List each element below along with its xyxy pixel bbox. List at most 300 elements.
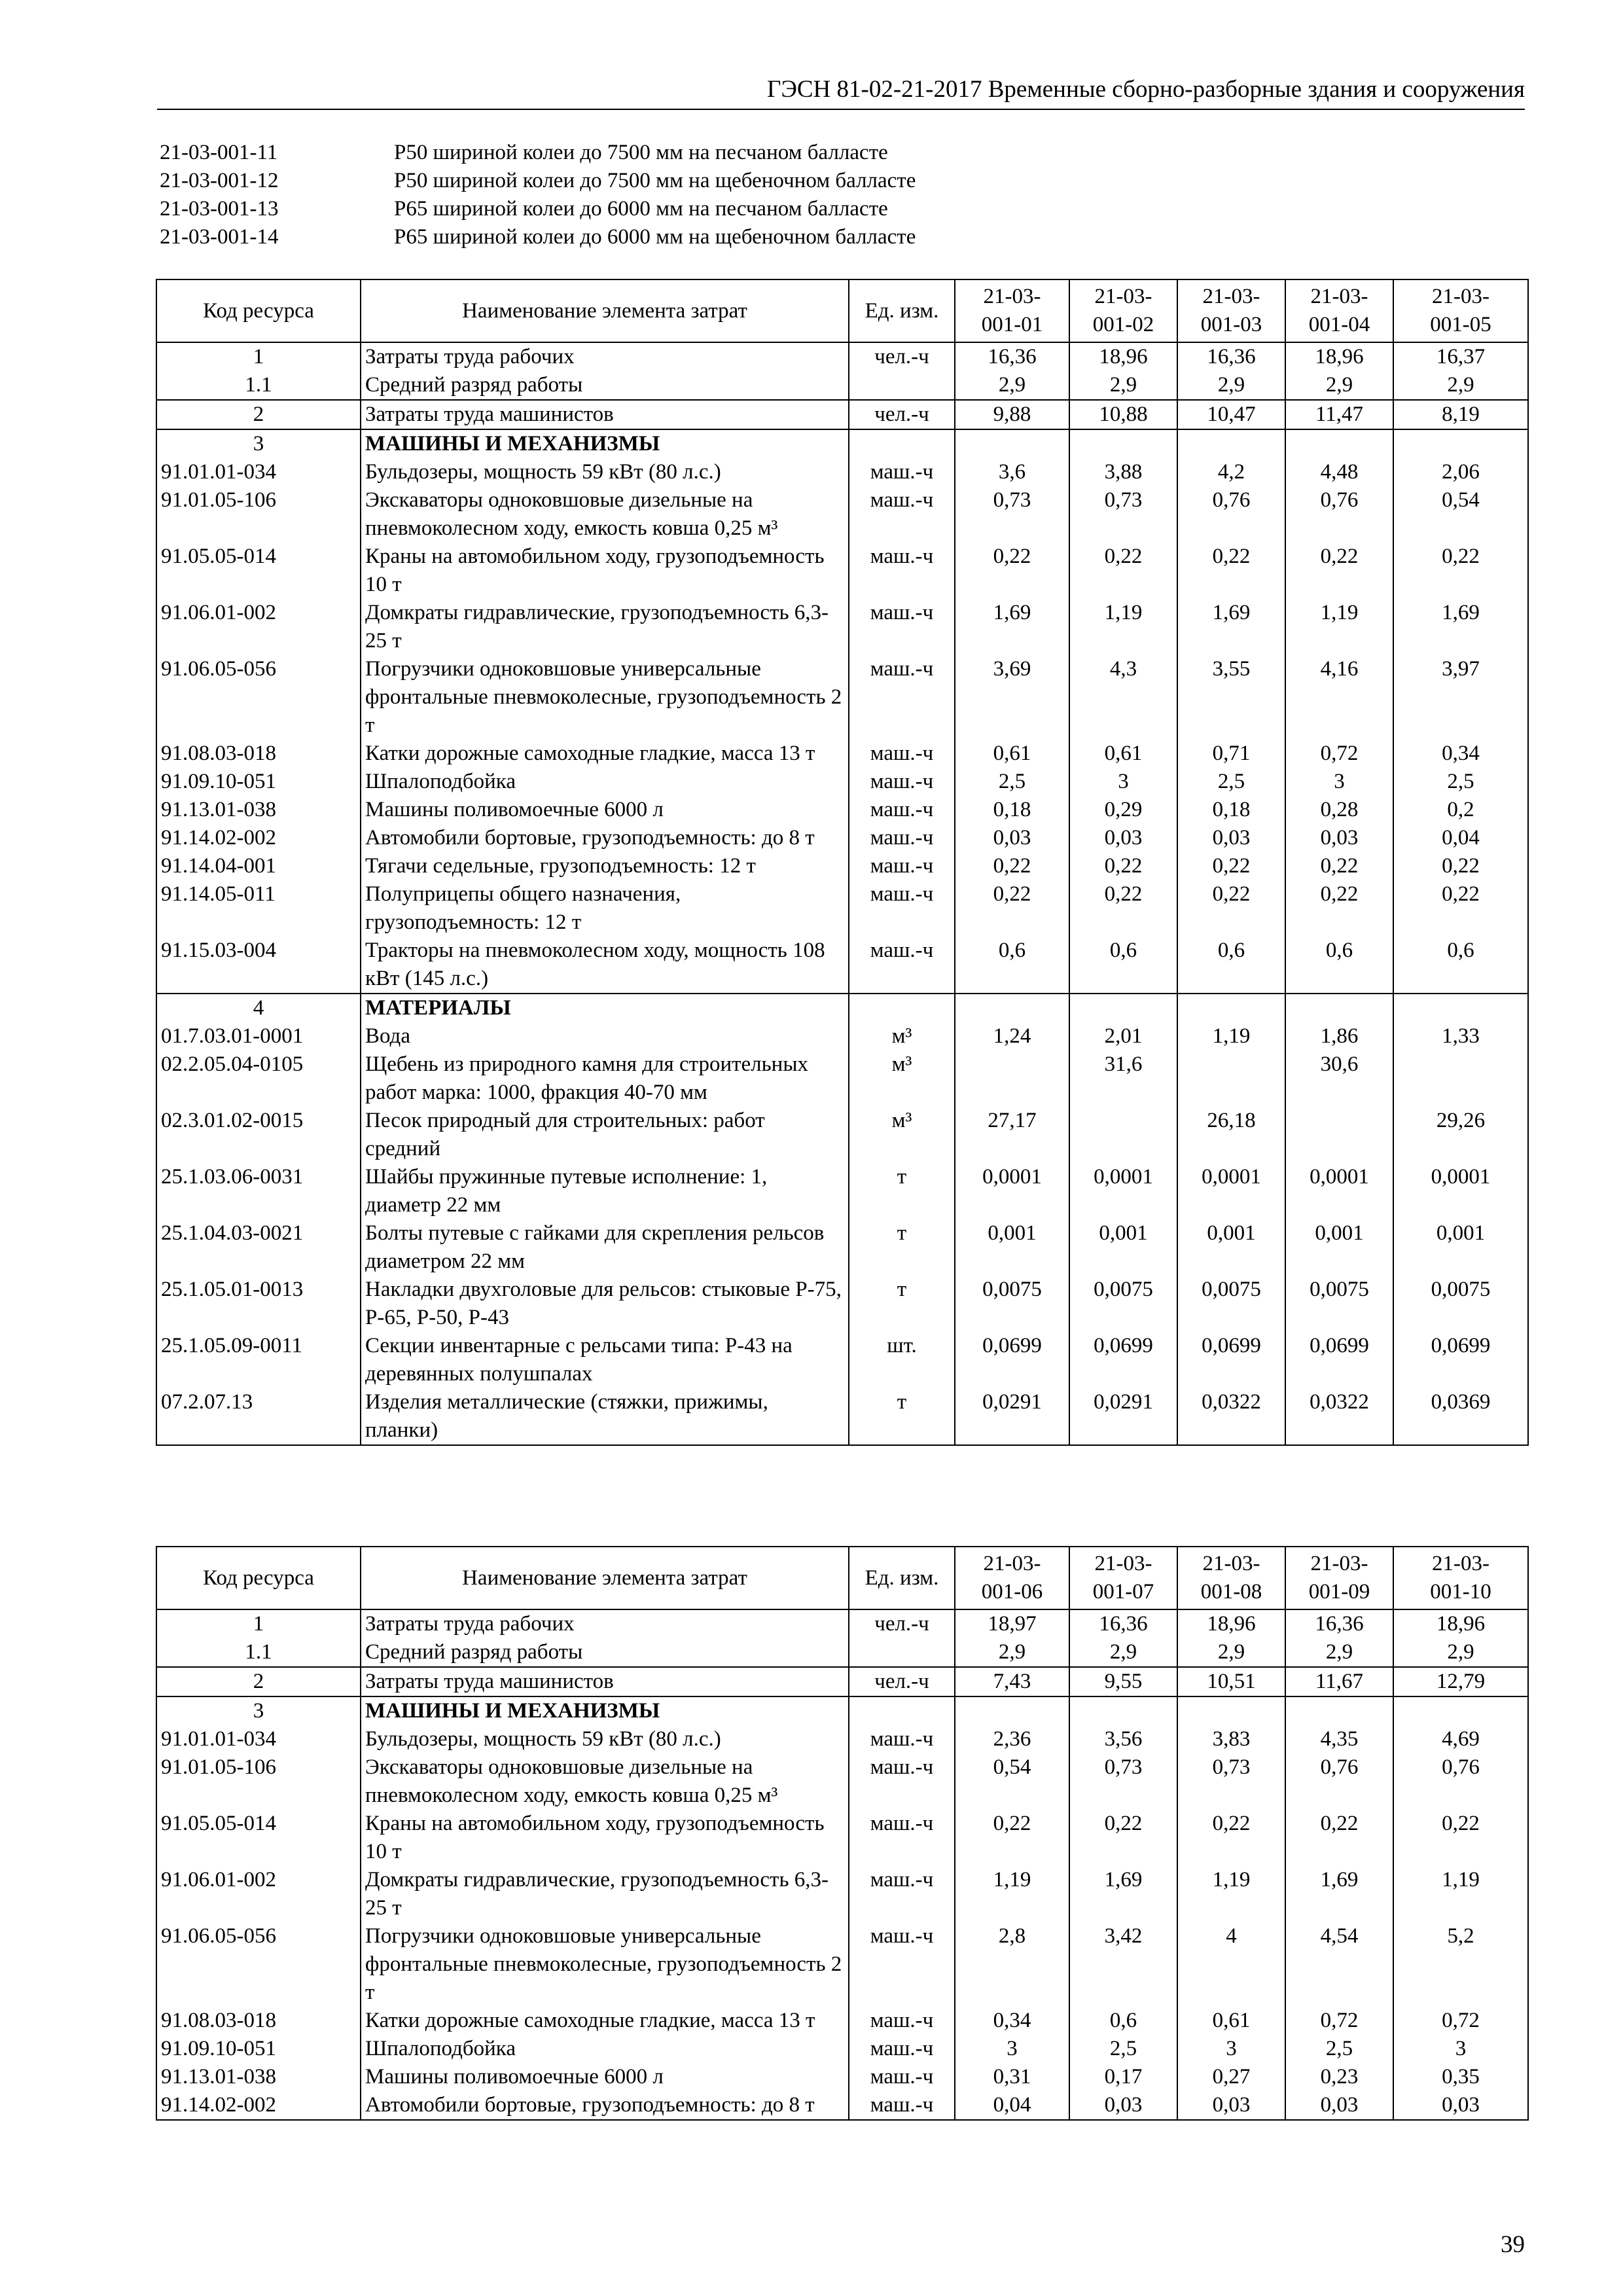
cell-unit: т xyxy=(849,1276,955,1332)
cell-value: 0,22 xyxy=(1285,852,1393,880)
cell-name: Автомобили бортовые, грузоподъемность: до 8 т xyxy=(361,824,849,852)
cell-code: 1.1 xyxy=(156,371,361,400)
cell-name: Затраты труда рабочих xyxy=(361,1609,849,1638)
cell-unit: маш.-ч xyxy=(849,1753,955,1810)
cell-value: 0,22 xyxy=(955,543,1069,599)
table-row xyxy=(156,2007,1528,2035)
cell-name: Машины поливомоечные 6000 л xyxy=(361,2063,849,2091)
cell-value: 0,54 xyxy=(955,1753,1069,1810)
cell-value: 4,35 xyxy=(1285,1725,1393,1753)
cell-value xyxy=(1069,994,1177,1022)
cell-name: Накладки двухголовые для рельсов: стыковые Р-75, Р-65, Р-50, Р-43 xyxy=(361,1276,849,1332)
cell-value: 10,47 xyxy=(1177,400,1285,429)
cell-value: 4 xyxy=(1177,1922,1285,2007)
cell-value: 0,23 xyxy=(1285,2063,1393,2091)
cell-value: 0,04 xyxy=(955,2091,1069,2120)
intro-code: 21-03-001-13 xyxy=(160,197,279,221)
cell-value: 1,19 xyxy=(1285,599,1393,655)
cell-value: 1,19 xyxy=(1393,1866,1528,1922)
cell-value xyxy=(955,1050,1069,1107)
cell-code: 91.08.03-018 xyxy=(156,740,361,768)
cell-value xyxy=(1285,1107,1393,1163)
cell-value: 0,0322 xyxy=(1177,1388,1285,1445)
cell-value: 18,96 xyxy=(1285,342,1393,371)
intro-code: 21-03-001-12 xyxy=(160,169,279,192)
cell-name: Песок природный для строительных: работ средний xyxy=(361,1107,849,1163)
cell-value: 18,96 xyxy=(1393,1609,1528,1638)
cell-value: 0,29 xyxy=(1069,796,1177,824)
cell-unit: маш.-ч xyxy=(849,1810,955,1866)
cell-value: 0,001 xyxy=(1069,1219,1177,1276)
cell-unit: чел.-ч xyxy=(849,1667,955,1696)
cell-value: 31,6 xyxy=(1069,1050,1177,1107)
cell-value: 0,72 xyxy=(1285,740,1393,768)
cell-value: 2,5 xyxy=(1177,768,1285,796)
cell-code: 91.09.10-051 xyxy=(156,768,361,796)
cell-code: 91.13.01-038 xyxy=(156,796,361,824)
cell-value: 2,5 xyxy=(1069,2035,1177,2063)
cell-value: 0,0699 xyxy=(1285,1332,1393,1388)
header-code: Код ресурса xyxy=(156,1547,361,1609)
cell-value: 1,69 xyxy=(1069,1866,1177,1922)
cell-value: 2,36 xyxy=(955,1725,1069,1753)
cell-value: 2,06 xyxy=(1393,458,1528,486)
intro-code: 21-03-001-14 xyxy=(160,225,279,249)
cell-code: 91.06.01-002 xyxy=(156,1866,361,1922)
cell-value: 0,001 xyxy=(955,1219,1069,1276)
cell-name: Погрузчики одноковшовые универсальные фронтальные пневмоколесные, грузоподъемность 2 т xyxy=(361,1922,849,2007)
cell-value xyxy=(1285,1696,1393,1725)
cell-code: 1.1 xyxy=(156,1638,361,1667)
cell-name: Шпалоподбойка xyxy=(361,2035,849,2063)
cell-value: 7,43 xyxy=(955,1667,1069,1696)
cell-value: 0,03 xyxy=(1393,2091,1528,2120)
resource-table-1 xyxy=(156,279,1529,1446)
cell-unit xyxy=(849,994,955,1022)
cell-value: 0,22 xyxy=(1069,880,1177,937)
cell-name: Шпалоподбойка xyxy=(361,768,849,796)
table-row xyxy=(156,1922,1528,2007)
cell-code: 91.05.05-014 xyxy=(156,1810,361,1866)
cell-value: 0,22 xyxy=(1069,543,1177,599)
cell-value: 1,19 xyxy=(1069,599,1177,655)
intro-list xyxy=(160,139,916,251)
header-name: Наименование элемента затрат xyxy=(361,279,849,342)
cell-value: 1,33 xyxy=(1393,1022,1528,1050)
cell-code: 91.15.03-004 xyxy=(156,937,361,994)
cell-value: 0,73 xyxy=(955,486,1069,543)
header-rate-code: 21-03- 001-05 xyxy=(1393,279,1528,342)
cell-name: Тягачи седельные, грузоподъемность: 12 т xyxy=(361,852,849,880)
cell-value: 0,72 xyxy=(1285,2007,1393,2035)
cell-name: Экскаваторы одноковшовые дизельные на пневмоколесном ходу, емкость ковша 0,25 м³ xyxy=(361,486,849,543)
cell-code: 91.14.02-002 xyxy=(156,2091,361,2120)
cell-value: 0,0001 xyxy=(955,1163,1069,1219)
cell-value: 16,36 xyxy=(1285,1609,1393,1638)
table-row xyxy=(156,994,1528,1022)
cell-value: 0,61 xyxy=(1069,740,1177,768)
cell-value: 0,0699 xyxy=(1177,1332,1285,1388)
cell-unit: м³ xyxy=(849,1107,955,1163)
cell-name: Затраты труда рабочих xyxy=(361,342,849,371)
table-row xyxy=(156,486,1528,543)
cell-unit: маш.-ч xyxy=(849,2035,955,2063)
cell-value: 0,73 xyxy=(1177,1753,1285,1810)
cell-name: МАШИНЫ И МЕХАНИЗМЫ xyxy=(361,1696,849,1725)
cell-code: 91.01.01-034 xyxy=(156,458,361,486)
cell-value: 0,22 xyxy=(955,1810,1069,1866)
cell-value: 0,18 xyxy=(1177,796,1285,824)
table-row xyxy=(156,1050,1528,1107)
cell-value: 0,04 xyxy=(1393,824,1528,852)
cell-name: Секции инвентарные с рельсами типа: Р-43 на деревянных полушпалах xyxy=(361,1332,849,1388)
cell-code: 91.13.01-038 xyxy=(156,2063,361,2091)
cell-value: 0,76 xyxy=(1285,1753,1393,1810)
cell-value xyxy=(1177,994,1285,1022)
cell-value xyxy=(1177,429,1285,458)
cell-unit: маш.-ч xyxy=(849,1922,955,2007)
cell-value: 2,9 xyxy=(1285,1638,1393,1667)
cell-name: МАШИНЫ И МЕХАНИЗМЫ xyxy=(361,429,849,458)
cell-value: 3,42 xyxy=(1069,1922,1177,2007)
table-row xyxy=(156,458,1528,486)
table-row xyxy=(156,1022,1528,1050)
cell-value xyxy=(1393,429,1528,458)
intro-item xyxy=(160,139,916,167)
cell-code: 91.14.04-001 xyxy=(156,852,361,880)
cell-value: 1,69 xyxy=(1177,599,1285,655)
cell-value: 4,2 xyxy=(1177,458,1285,486)
header-rate-code: 21-03- 001-03 xyxy=(1177,279,1285,342)
cell-name: Затраты труда машинистов xyxy=(361,400,849,429)
cell-unit: чел.-ч xyxy=(849,342,955,371)
cell-value: 3 xyxy=(1285,768,1393,796)
cell-value: 0,72 xyxy=(1393,2007,1528,2035)
cell-value: 0,03 xyxy=(1069,2091,1177,2120)
header-rate-code: 21-03- 001-09 xyxy=(1285,1547,1393,1609)
cell-name: Средний разряд работы xyxy=(361,371,849,400)
table-row xyxy=(156,1219,1528,1276)
cell-value: 0,0001 xyxy=(1069,1163,1177,1219)
intro-text: Р65 шириной колеи до 6000 мм на песчаном балласте xyxy=(394,197,888,221)
table-row xyxy=(156,1667,1528,1696)
cell-unit: маш.-ч xyxy=(849,1866,955,1922)
table-row xyxy=(156,1638,1528,1667)
cell-value: 2,9 xyxy=(1177,371,1285,400)
table-row xyxy=(156,796,1528,824)
cell-value: 2,01 xyxy=(1069,1022,1177,1050)
cell-value: 1,69 xyxy=(1285,1866,1393,1922)
cell-name: Щебень из природного камня для строительных работ марка: 1000, фракция 40-70 мм xyxy=(361,1050,849,1107)
cell-code: 02.3.01.02-0015 xyxy=(156,1107,361,1163)
cell-name: Полуприцепы общего назначения, грузоподъемность: 12 т xyxy=(361,880,849,937)
cell-value: 16,36 xyxy=(1177,342,1285,371)
cell-code: 1 xyxy=(156,342,361,371)
intro-item xyxy=(160,167,916,195)
cell-value: 5,2 xyxy=(1393,1922,1528,2007)
cell-unit xyxy=(849,1696,955,1725)
header-rate-code: 21-03- 001-02 xyxy=(1069,279,1177,342)
cell-code: 4 xyxy=(156,994,361,1022)
cell-unit: маш.-ч xyxy=(849,740,955,768)
table-row xyxy=(156,342,1528,371)
cell-value: 0,22 xyxy=(1177,852,1285,880)
cell-value: 0,001 xyxy=(1177,1219,1285,1276)
cell-name: Экскаваторы одноковшовые дизельные на пневмоколесном ходу, емкость ковша 0,25 м³ xyxy=(361,1753,849,1810)
intro-text: Р50 шириной колеи до 7500 мм на песчаном балласте xyxy=(394,141,888,164)
header-unit: Ед. изм. xyxy=(849,279,955,342)
cell-value: 0,22 xyxy=(955,880,1069,937)
cell-value: 0,6 xyxy=(1069,2007,1177,2035)
cell-code: 91.01.05-106 xyxy=(156,486,361,543)
cell-value: 1,69 xyxy=(1393,599,1528,655)
cell-code: 25.1.05.09-0011 xyxy=(156,1332,361,1388)
cell-unit: маш.-ч xyxy=(849,852,955,880)
cell-code: 91.05.05-014 xyxy=(156,543,361,599)
cell-value: 0,34 xyxy=(1393,740,1528,768)
cell-value: 0,2 xyxy=(1393,796,1528,824)
cell-unit: маш.-ч xyxy=(849,486,955,543)
cell-code: 3 xyxy=(156,429,361,458)
cell-unit xyxy=(849,1638,955,1667)
cell-value xyxy=(955,429,1069,458)
table-row xyxy=(156,1725,1528,1753)
intro-item xyxy=(160,223,916,251)
header-rate-code: 21-03- 001-08 xyxy=(1177,1547,1285,1609)
cell-value: 0,03 xyxy=(1177,2091,1285,2120)
cell-code: 91.09.10-051 xyxy=(156,2035,361,2063)
cell-value: 0,22 xyxy=(955,852,1069,880)
cell-value: 0,76 xyxy=(1285,486,1393,543)
cell-value: 0,001 xyxy=(1285,1219,1393,1276)
cell-value: 0,0699 xyxy=(955,1332,1069,1388)
cell-value: 3 xyxy=(1177,2035,1285,2063)
cell-value: 16,36 xyxy=(955,342,1069,371)
cell-value: 0,0075 xyxy=(1177,1276,1285,1332)
cell-name: Тракторы на пневмоколесном ходу, мощность 108 кВт (145 л.с.) xyxy=(361,937,849,994)
table-row xyxy=(156,1696,1528,1725)
cell-value: 0,6 xyxy=(1393,937,1528,994)
header-rate-code: 21-03- 001-06 xyxy=(955,1547,1069,1609)
cell-value: 12,79 xyxy=(1393,1667,1528,1696)
cell-unit: маш.-ч xyxy=(849,1725,955,1753)
intro-item xyxy=(160,195,916,223)
cell-code: 91.14.05-011 xyxy=(156,880,361,937)
header-rate-code: 21-03- 001-10 xyxy=(1393,1547,1528,1609)
cell-value: 0,0699 xyxy=(1393,1332,1528,1388)
cell-value: 1,24 xyxy=(955,1022,1069,1050)
cell-code: 25.1.05.01-0013 xyxy=(156,1276,361,1332)
cell-value: 2,8 xyxy=(955,1922,1069,2007)
table-row xyxy=(156,1810,1528,1866)
cell-value: 0,0322 xyxy=(1285,1388,1393,1445)
table-header-row xyxy=(156,279,1528,342)
cell-value: 4,16 xyxy=(1285,655,1393,740)
cell-value: 2,5 xyxy=(955,768,1069,796)
cell-unit: маш.-ч xyxy=(849,768,955,796)
cell-name: МАТЕРИАЛЫ xyxy=(361,994,849,1022)
cell-value: 0,6 xyxy=(1069,937,1177,994)
cell-value: 9,55 xyxy=(1069,1667,1177,1696)
table-row xyxy=(156,1388,1528,1445)
cell-unit: маш.-ч xyxy=(849,880,955,937)
cell-value: 0,03 xyxy=(1285,2091,1393,2120)
table-row xyxy=(156,768,1528,796)
cell-code: 91.06.05-056 xyxy=(156,655,361,740)
cell-value: 0,0001 xyxy=(1177,1163,1285,1219)
cell-value: 0,6 xyxy=(955,937,1069,994)
cell-unit: маш.-ч xyxy=(849,458,955,486)
cell-code: 07.2.07.13 xyxy=(156,1388,361,1445)
cell-name: Домкраты гидравлические, грузоподъемность 6,3-25 т xyxy=(361,1866,849,1922)
header-unit: Ед. изм. xyxy=(849,1547,955,1609)
header-rate-code: 21-03- 001-04 xyxy=(1285,279,1393,342)
cell-value: 0,34 xyxy=(955,2007,1069,2035)
cell-value: 10,88 xyxy=(1069,400,1177,429)
table-row xyxy=(156,2063,1528,2091)
cell-value: 2,5 xyxy=(1285,2035,1393,2063)
cell-code: 1 xyxy=(156,1609,361,1638)
cell-value: 0,22 xyxy=(1177,1810,1285,1866)
cell-value: 0,35 xyxy=(1393,2063,1528,2091)
cell-code: 02.2.05.04-0105 xyxy=(156,1050,361,1107)
cell-unit: маш.-ч xyxy=(849,796,955,824)
cell-name: Краны на автомобильном ходу, грузоподъемность 10 т xyxy=(361,543,849,599)
cell-code: 2 xyxy=(156,400,361,429)
cell-value xyxy=(1285,429,1393,458)
cell-unit: маш.-ч xyxy=(849,2007,955,2035)
resource-table-2 xyxy=(156,1546,1529,2121)
cell-value: 9,88 xyxy=(955,400,1069,429)
cell-unit: т xyxy=(849,1388,955,1445)
cell-unit: чел.-ч xyxy=(849,1609,955,1638)
cell-name: Краны на автомобильном ходу, грузоподъемность 10 т xyxy=(361,1810,849,1866)
table-row xyxy=(156,1753,1528,1810)
cell-value: 0,0291 xyxy=(955,1388,1069,1445)
page-number: 39 xyxy=(1501,2231,1525,2258)
cell-name: Погрузчики одноковшовые универсальные фронтальные пневмоколесные, грузоподъемность 2 т xyxy=(361,655,849,740)
cell-code: 91.14.02-002 xyxy=(156,824,361,852)
cell-value: 0,27 xyxy=(1177,2063,1285,2091)
cell-value: 2,9 xyxy=(1285,371,1393,400)
cell-value: 3,55 xyxy=(1177,655,1285,740)
cell-value xyxy=(1177,1050,1285,1107)
table-row xyxy=(156,1332,1528,1388)
cell-value: 29,26 xyxy=(1393,1107,1528,1163)
cell-value xyxy=(1285,994,1393,1022)
cell-value: 18,97 xyxy=(955,1609,1069,1638)
cell-unit: маш.-ч xyxy=(849,2063,955,2091)
cell-value: 11,47 xyxy=(1285,400,1393,429)
cell-value: 0,28 xyxy=(1285,796,1393,824)
table-row xyxy=(156,1866,1528,1922)
cell-code: 3 xyxy=(156,1696,361,1725)
cell-value: 18,96 xyxy=(1069,342,1177,371)
cell-value: 1,19 xyxy=(1177,1866,1285,1922)
cell-value: 0,03 xyxy=(1285,824,1393,852)
cell-value: 0,54 xyxy=(1393,486,1528,543)
cell-value xyxy=(1393,1696,1528,1725)
cell-name: Машины поливомоечные 6000 л xyxy=(361,796,849,824)
cell-value: 3,56 xyxy=(1069,1725,1177,1753)
cell-value xyxy=(1393,994,1528,1022)
cell-value: 2,9 xyxy=(1069,1638,1177,1667)
cell-value: 4,54 xyxy=(1285,1922,1393,2007)
cell-unit: маш.-ч xyxy=(849,599,955,655)
cell-name: Катки дорожные самоходные гладкие, масса 13 т xyxy=(361,740,849,768)
cell-code: 25.1.03.06-0031 xyxy=(156,1163,361,1219)
cell-value xyxy=(1393,1050,1528,1107)
table-row xyxy=(156,937,1528,994)
table-header-row xyxy=(156,1547,1528,1609)
intro-text: Р65 шириной колеи до 6000 мм на щебеночном балласте xyxy=(394,225,916,249)
cell-value: 0,03 xyxy=(1177,824,1285,852)
cell-name: Болты путевые с гайками для скрепления рельсов диаметром 22 мм xyxy=(361,1219,849,1276)
cell-name: Домкраты гидравлические, грузоподъемность 6,3-25 т xyxy=(361,599,849,655)
cell-value: 2,9 xyxy=(1177,1638,1285,1667)
cell-value: 3,88 xyxy=(1069,458,1177,486)
cell-code: 91.08.03-018 xyxy=(156,2007,361,2035)
table-row xyxy=(156,824,1528,852)
table-row xyxy=(156,880,1528,937)
cell-value: 0,0075 xyxy=(1285,1276,1393,1332)
cell-value: 0,0369 xyxy=(1393,1388,1528,1445)
header-code: Код ресурса xyxy=(156,279,361,342)
cell-value: 0,73 xyxy=(1069,1753,1177,1810)
cell-value: 0,0291 xyxy=(1069,1388,1177,1445)
cell-value: 3,69 xyxy=(955,655,1069,740)
cell-name: Бульдозеры, мощность 59 кВт (80 л.с.) xyxy=(361,1725,849,1753)
cell-code: 91.06.01-002 xyxy=(156,599,361,655)
cell-value: 3,83 xyxy=(1177,1725,1285,1753)
cell-value: 26,18 xyxy=(1177,1107,1285,1163)
cell-value: 11,67 xyxy=(1285,1667,1393,1696)
cell-value: 4,3 xyxy=(1069,655,1177,740)
cell-value: 0,0075 xyxy=(1393,1276,1528,1332)
cell-name: Средний разряд работы xyxy=(361,1638,849,1667)
cell-unit: чел.-ч xyxy=(849,400,955,429)
cell-unit: маш.-ч xyxy=(849,937,955,994)
cell-name: Изделия металлические (стяжки, прижимы, планки) xyxy=(361,1388,849,1445)
cell-value: 0,22 xyxy=(1393,543,1528,599)
cell-value xyxy=(1177,1696,1285,1725)
cell-value: 16,37 xyxy=(1393,342,1528,371)
cell-value xyxy=(1069,1107,1177,1163)
cell-value: 1,19 xyxy=(955,1866,1069,1922)
cell-value: 2,5 xyxy=(1393,768,1528,796)
cell-unit xyxy=(849,429,955,458)
cell-value: 4,69 xyxy=(1393,1725,1528,1753)
header-rate-code: 21-03- 001-07 xyxy=(1069,1547,1177,1609)
cell-unit: шт. xyxy=(849,1332,955,1388)
cell-value: 1,19 xyxy=(1177,1022,1285,1050)
cell-value: 4,48 xyxy=(1285,458,1393,486)
cell-unit: т xyxy=(849,1163,955,1219)
table-row xyxy=(156,1107,1528,1163)
table-row xyxy=(156,2091,1528,2120)
cell-value: 2,9 xyxy=(1393,371,1528,400)
cell-unit: м³ xyxy=(849,1022,955,1050)
cell-unit: маш.-ч xyxy=(849,543,955,599)
cell-value: 0,61 xyxy=(1177,2007,1285,2035)
cell-value: 0,76 xyxy=(1393,1753,1528,1810)
cell-value: 0,03 xyxy=(1069,824,1177,852)
cell-name: Вода xyxy=(361,1022,849,1050)
header-name: Наименование элемента затрат xyxy=(361,1547,849,1609)
cell-code: 2 xyxy=(156,1667,361,1696)
cell-value: 0,22 xyxy=(1069,852,1177,880)
table-row xyxy=(156,1609,1528,1638)
